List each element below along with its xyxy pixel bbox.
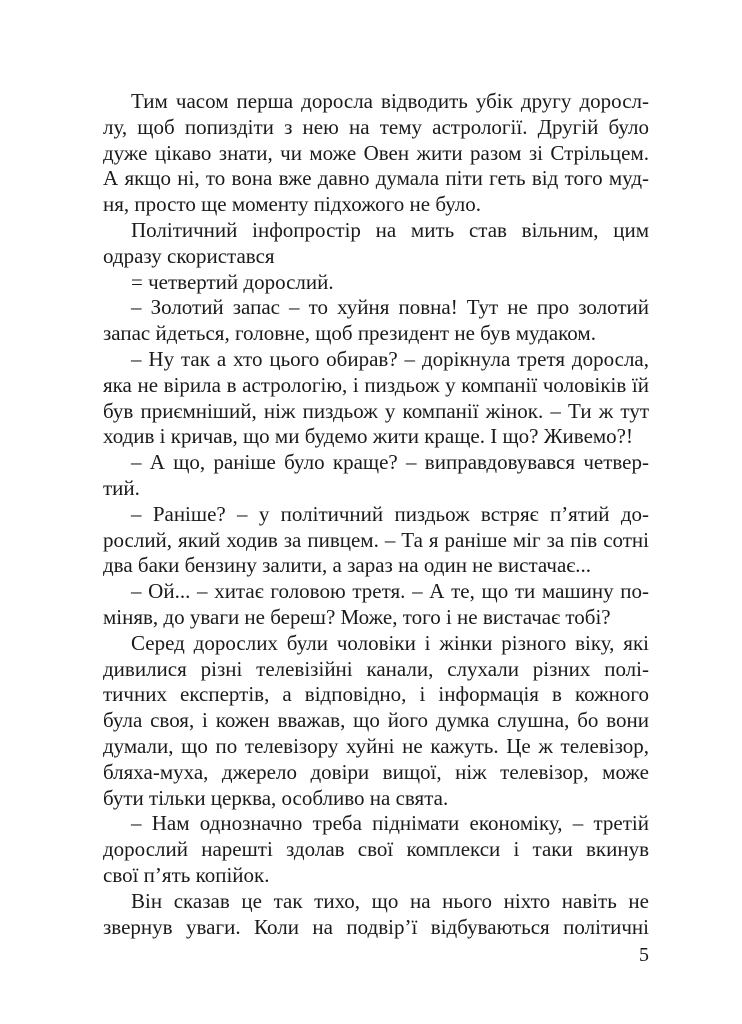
text-line: думали, що по телевізору хуйні не кажуть. Це ж телевізор, (103, 733, 649, 758)
text-line: – Ой... – хитає головою третя. – А те, що ти машину по- (131, 579, 649, 604)
text-line: А якщо ні, то вона вже давно думала піти геть від того муд- (103, 166, 649, 191)
text-line: тичних експертів, а відповідно, і інформація в кожного (103, 682, 649, 707)
page-number: 5 (639, 944, 649, 966)
text-line: Тим часом перша доросла відводить убік другу доросл- (131, 89, 649, 113)
text-line: ходив і кричав, що ми будемо жити краще. І що? Живемо?! (103, 424, 633, 449)
text-line: була своя, і кожен вважав, що його думка слушна, бо вони (103, 708, 649, 733)
text-line: запас йдеться, головне, щоб президент не був мудаком. (103, 321, 596, 346)
text-line: ня, просто ще моменту підхожого не було. (103, 192, 482, 217)
text-line: два баки бензину залити, а зараз на один не вистачає... (103, 553, 592, 578)
text-line: бляха-муха, джерело довіри вищої, ніж телевізор, може (103, 759, 649, 784)
text-line: дивилися різні телевізійні канали, слухали різних полі- (103, 656, 649, 681)
text-line: міняв, до уваги не береш? Може, того і не вистачає тобі? (103, 604, 611, 629)
text-line: лу, щоб попиздіти з нею на тему астрології. Другій було (103, 114, 649, 139)
text-line: = четвертий дорослий. (131, 269, 334, 294)
text-line: Політичний інфопростір на мить став вільним, цим (131, 217, 649, 242)
text-line: Він сказав це так тихо, що на нього ніхто навіть не (131, 888, 649, 913)
text-line: – Нам однозначно треба піднімати економіку, – третій (131, 811, 649, 836)
text-line: – А що, раніше було краще? – виправдовувався четвер- (131, 450, 649, 475)
text-line: свої п’ять копійок. (103, 862, 270, 887)
text-line: рослий, який ходив за пивцем. – Та я раніше міг за пів сотні (103, 527, 649, 552)
text-line: тий. (103, 475, 140, 500)
text-line: Серед дорослих були чоловіки і жінки різного віку, які (131, 630, 649, 655)
text-line: звернув уваги. Коли на подвір’ї відбуваються політичні (103, 914, 649, 939)
text-line: – Раніше? – у політичний пиздьож встряє п’ятий до- (131, 501, 649, 526)
text-line: – Ну так а хто цього обирав? – дорікнула третя доросла, (131, 346, 649, 371)
text-line: одразу скористався (103, 243, 275, 268)
text-line: був приємніший, ніж пиздьож у компанії жінок. – Ти ж тут (103, 398, 649, 423)
book-page-text (103, 89, 649, 940)
text-line: дуже цікаво знати, чи може Овен жити разом зі Стрільцем. (103, 140, 649, 165)
text-line: бути тільки церква, особливо на свята. (103, 785, 449, 810)
text-line: дорослий нарешті здолав свої комплекси і таки вкинув (103, 837, 649, 862)
text-line: – Золотий запас – то хуйня повна! Тут не про золотий (131, 295, 649, 320)
text-line: яка не вірила в астрологію, і пиздьож у компанії чоловіків їй (103, 372, 649, 397)
